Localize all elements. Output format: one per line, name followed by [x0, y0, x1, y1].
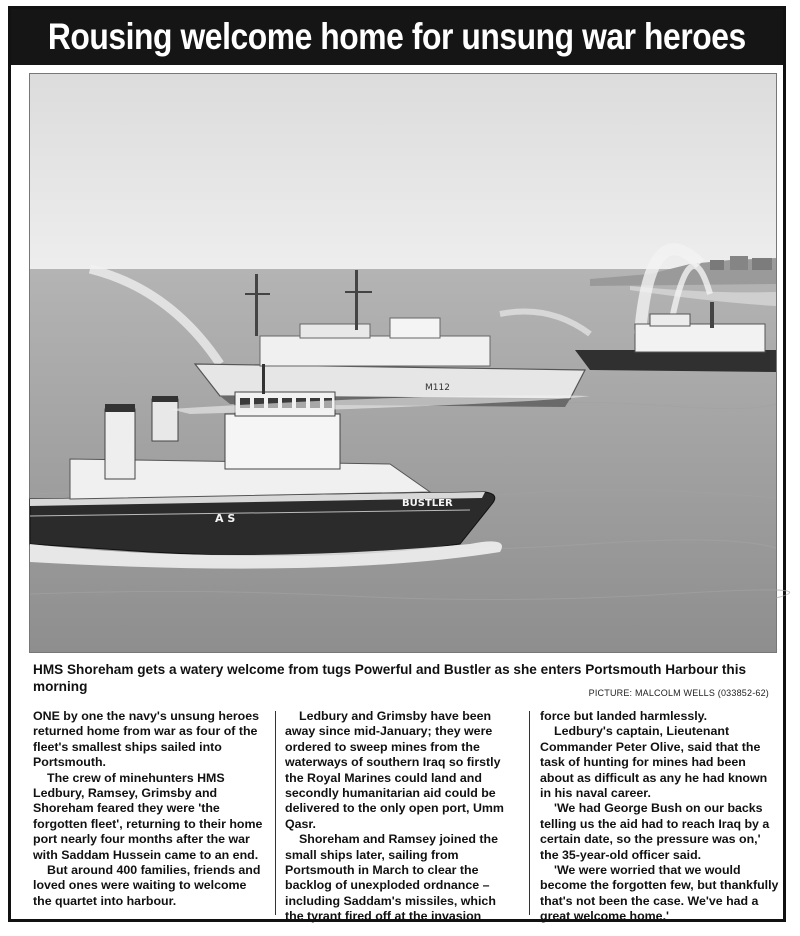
news-photo: [29, 73, 777, 653]
article-body: [33, 709, 779, 924]
tug-logo: A S: [215, 512, 236, 525]
paragraph: 'We had George Bush on our backs telling us the aid had to reach Iraq by a certain date, so the pressure was on,' the 35-year-old officer said.: [540, 801, 770, 862]
paragraph: Ledbury's captain, Lieutenant Commander Peter Olive, said that the task of hunting for mines had been about as difficult as any he had known in his naval career.: [540, 724, 768, 801]
paragraph: The crew of minehunters HMS Ledbury, Ramsey, Grimsby and Shoreham feared they were 'the forgotten fleet', returning to their home port nearly four months after the war with Saddam Hussein came to an end.: [33, 770, 263, 862]
photo-caption: HMS Shoreham gets a watery welcome from tugs Powerful and Bustler as she enters Portsmouth Harbour this morning: [33, 662, 747, 694]
paragraph: But around 400 families, friends and loved ones were waiting to welcome the quartet into harbour.: [33, 863, 261, 908]
paragraph: 'We were worried that we would become the forgotten few, but thankfully that's not been the case. We've had a great welcome home.': [540, 863, 779, 924]
column-divider: [529, 711, 530, 915]
photo-credit: PICTURE: MALCOLM WELLS (033852-62): [588, 688, 769, 698]
paragraph: ONE by one the navy's unsung heroes returned home from war as four of the fleet's smallest ships sailed into Portsmouth.: [33, 709, 260, 770]
newspaper-clipping: [8, 6, 786, 922]
headline-bar: [11, 9, 783, 65]
harbour-photo-illustration: [30, 74, 776, 652]
column-divider: [275, 711, 276, 915]
article-column-1: [33, 709, 263, 915]
paragraph: force but landed harmlessly.: [540, 709, 708, 723]
article-column-2: [285, 709, 517, 924]
headline: Rousing welcome home for unsung war heroes: [48, 16, 747, 57]
sky: [30, 74, 776, 274]
bow-marking: BUSTLER: [402, 498, 453, 509]
hull-number: M112: [425, 383, 450, 393]
paragraph: Ledbury and Grimsby have been away since mid-January; they were ordered to sweep mines from the waterways of southern Iraq so firstly the Royal Marines could land and secondly humanitarian aid could be delivered to the only open port, Umm Qasr.: [285, 709, 504, 831]
paragraph: Shoreham and Ramsey joined the small ships later, sailing from Portsmouth in March to clear the backlog of unexploded ordnance – including Saddam's missiles, which the tyrant fired off at the invasion: [285, 832, 498, 924]
article-column-3: [540, 709, 780, 924]
